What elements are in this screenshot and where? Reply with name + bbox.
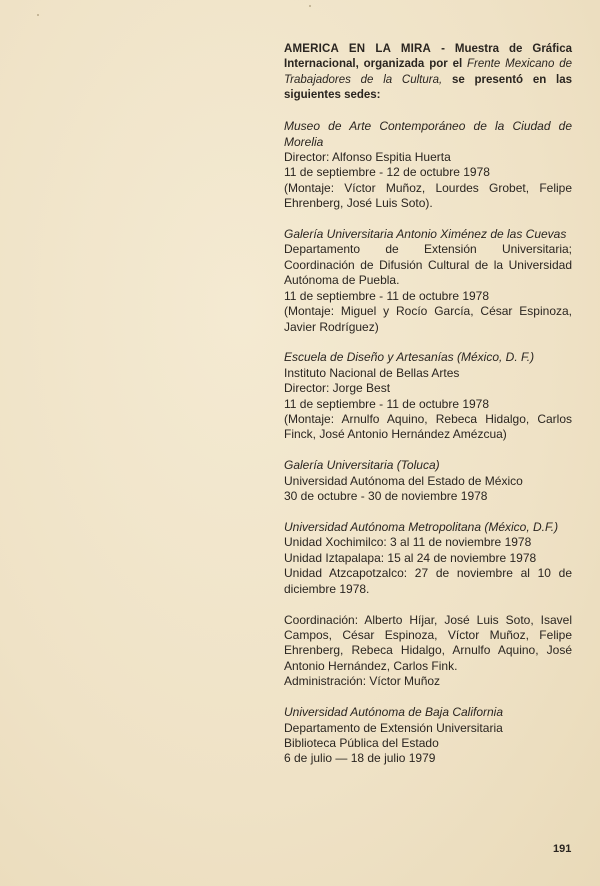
- venue-line: Instituto Nacional de Bellas Artes: [284, 365, 460, 380]
- venue-block-puebla: [284, 227, 572, 335]
- venue-line: Biblioteca Pública del Estado: [284, 735, 439, 750]
- venue-block-morelia: [284, 119, 572, 211]
- coordination-team: Coordinación: Alberto Híjar, José Luis Soto, Isavel Campos, César Espinoza, Víctor Muñoz, Felipe Ehrenberg, Rebeca Hidalgo, Arnulfo Aquino, José Antonio Hernández, Carlos Fink.: [284, 612, 572, 673]
- administration-line: Administración: Víctor Muñoz: [284, 674, 441, 689]
- intro-paragraph: [284, 42, 572, 104]
- text-column: [284, 42, 572, 767]
- coordination-block: [284, 613, 572, 690]
- venue-line: Departamento de Extensión Universitaria; Coordinación de Difusión Cultural de la Universidad Autónoma de Puebla.: [284, 242, 572, 288]
- venue-line: 11 de septiembre - 11 de octubre 1978: [284, 396, 490, 411]
- venue-line: 11 de septiembre - 12 de octubre 1978: [284, 165, 490, 180]
- venue-line: Unidad Iztapalapa: 15 al 24 de noviembre 1978: [284, 550, 537, 565]
- venue-block-baja-california: [284, 705, 572, 767]
- venue-line: (Montaje: Arnulfo Aquino, Rebeca Hidalgo, Carlos Finck, José Antonio Hernández Amézcua): [284, 412, 572, 442]
- venue-block-uam: [284, 520, 572, 597]
- venue-title: Escuela de Diseño y Artesanías (México, D. F.): [284, 350, 535, 365]
- venue-title: Museo de Arte Contemporáneo de la Ciudad de Morelia: [284, 119, 572, 149]
- venue-line: Universidad Autónoma del Estado de México: [284, 473, 523, 488]
- venue-block-escuela-diseno: [284, 350, 572, 442]
- venue-line: Departamento de Extensión Universitaria: [284, 720, 503, 735]
- venue-line: Director: Alfonso Espitia Huerta: [284, 149, 451, 164]
- venue-title: Galería Universitaria Antonio Ximénez de las Cuevas: [284, 227, 567, 242]
- venue-title: Universidad Autónoma Metropolitana (México, D.F.): [284, 520, 559, 535]
- organizer-name: Frente Mexicano de Trabajadores de la Cultura,: [284, 58, 572, 86]
- paper-speck: [309, 5, 311, 7]
- venue-line: (Montaje: Miguel y Rocío García, César Espinoza, Javier Rodríguez): [284, 304, 572, 334]
- page-number: 191: [553, 843, 572, 855]
- paper-speck: [37, 14, 39, 16]
- venue-block-toluca: [284, 458, 572, 504]
- venue-line: 6 de julio — 18 de julio 1979: [284, 751, 436, 766]
- intro-text-part2: se presentó en las siguientes sedes:: [284, 73, 573, 102]
- venue-line: Unidad Atzcapotzalco: 27 de noviembre al 10 de diciembre 1978.: [284, 566, 572, 596]
- venue-line: 30 de octubre - 30 de noviembre 1978: [284, 489, 488, 504]
- venue-title: Galería Universitaria (Toluca): [284, 458, 440, 473]
- intro-text-part1: - Muestra de Gráfica Internacional, organizada por el: [284, 43, 573, 71]
- venue-line: (Montaje: Víctor Muñoz, Lourdes Grobet, Felipe Ehrenberg, José Luis Soto).: [284, 180, 572, 211]
- venue-line: 11 de septiembre - 11 de octubre 1978: [284, 288, 490, 303]
- venue-line: Director: Jorge Best: [284, 381, 391, 396]
- exhibition-title: AMERICA EN LA MIRA: [284, 43, 432, 55]
- venue-line: Unidad Xochimilco: 3 al 11 de noviembre 1978: [284, 535, 532, 550]
- venue-title: Universidad Autónoma de Baja California: [284, 705, 504, 720]
